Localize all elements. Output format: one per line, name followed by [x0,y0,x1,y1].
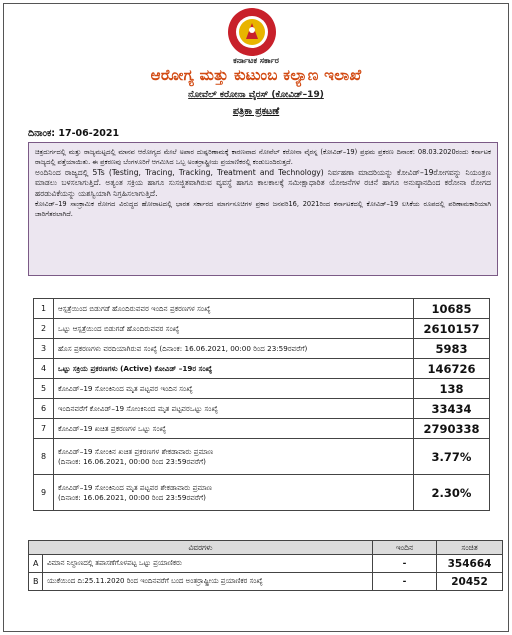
table-row [34,339,490,359]
row-today: - [373,555,437,573]
table-row [34,475,490,511]
table-row [29,573,503,591]
row-today: - [373,573,437,591]
row-number: 3 [34,339,54,359]
row-value: 33434 [414,399,490,419]
department-title: ಆರೋಗ್ಯ ಮತ್ತು ಕುಟುಂಬ ಕಲ್ಯಾಣ ಇಲಾಖೆ [150,66,362,84]
row-number: 9 [34,475,54,511]
row-value: 2790338 [414,419,490,439]
table-row [29,555,503,573]
intro-paragraph-3: ಕೋವಿಡ್–19 ಸಾಂಕ್ರಾಮಿಕ ರೋಗದ ವಿರುದ್ಧದ ಹೋರಾಟದಲ್ಲಿ ಭಾರತ ಸರ್ಕಾರದ ಮಾರ್ಗಸೂಚಿಗಳ ಪ್ರಕಾರ ಜನವರಿ16, 2021ರಿಂದ ಕರ್ನಾಟಕದಲ್ಲಿ ಕೋವಿಡ್–19 ಲಸಿಕೆಯ ರೂಪದಲ್ಲಿ ಪರಿಣಾಮಕಾರಿಯಾಗಿ ಜಾರಿಗೆತರಲಾಗಿದೆ. [35,200,491,219]
header-cumulative: ಸಂಚಿತ [437,541,503,555]
row-value: 5983 [414,339,490,359]
row-label: ವಿಮಾನ ನಿಲ್ದಾಣದಲ್ಲಿ ತಪಾಸಣೆಗೊಳಪಟ್ಟ ಒಟ್ಟು ಪ್ರಯಾಣಿಕರು [43,555,373,573]
row-label: ಒಟ್ಟು ಸಕ್ರಿಯ ಪ್ರಕರಣಗಳು (Active) ಕೋವಿಡ್ –19ರ ಸಂಖ್ಯೆ [54,359,414,379]
row-label: ಕೋವಿಡ್–19 ಖಚಿತ ಪ್ರಕರಣಗಳ ಒಟ್ಟು ಸಂಖ್ಯೆ [54,419,414,439]
row-total: 20452 [437,573,503,591]
row-key: A [29,555,43,573]
government-name: ಕರ್ನಾಟಕ ಸರ್ಕಾರ [233,56,279,65]
header-details: ವಿವರಗಳು [29,541,373,555]
row-label-main: ಕೋವಿಡ್–19 ಸೋಂಕಿನ ಖಚಿತ ಪ್ರಕರಣಗಳ ಶೇಕಡಾವಾರು ಪ್ರಮಾಣ [58,446,214,456]
row-number: 6 [34,399,54,419]
table-row [34,399,490,419]
row-value: 146726 [414,359,490,379]
row-number: 8 [34,439,54,475]
table-row [34,359,490,379]
row-value: 2610157 [414,319,490,339]
subtitle-text: ನೋವೆಲ್ ಕರೋನಾ ವೈರಸ್ (ಕೋವಿಡ್–19) [188,90,324,100]
row-label [54,475,414,511]
row-value: 138 [414,379,490,399]
row-label: ಇಂದಿನವರೆಗೆ ಕೋವಿಡ್–19 ಸೋಂಕಿನಿಂದ ಮೃತ ಪಟ್ಟವರಒಟ್ಟು ಸಂಖ್ಯೆ [54,399,414,419]
row-number: 1 [34,299,54,319]
row-value: 3.77% [414,439,490,475]
table-header-row [29,541,503,555]
press-release-heading [0,106,512,117]
row-key: B [29,573,43,591]
table-row [34,419,490,439]
karnataka-emblem [226,6,278,58]
table-row [34,379,490,399]
table-row [34,319,490,339]
intro-paragraph-2: ಅಂದಿನಿಂದ ರಾಜ್ಯದಲ್ಲಿ 5Ts (Testing, Tracing, Tracking, Treatment and Technology) ನಿರ್ವಹಣಾ ಮಾದರಿಯನ್ನು ಕೋವಿಡ್–19ರೋಗವನ್ನು ನಿಯಂತ್ರಣ ಮಾಡಲು ಬಳಸಲಾಗುತ್ತಿದೆ. ಅತ್ಯಂತ ಸಕ್ರಿಯ ಹಾಗೂ ಸುಸಜ್ಜಿತವಾಗಿರುವ ವ್ಯವಸ್ಥೆ ಹಾಗೂ ಕಾಲಕಾಲಕ್ಕೆ ಸಮೀಕ್ಷಾಧಾರಿತ ಯೋಜನೆಗಳ ರಚನೆ ಹಾಗೂ ಅನುಷ್ಠಾನದಿಂದ ಕರೋನಾ ರೋಗದ ಹರಡುವಿಕೆಯನ್ನು ಯಶಸ್ವಿಯಾಗಿ ನಿಗ್ರಹಿಸಲಾಗುತ್ತಿದೆ. [35,167,491,198]
row-total: 354664 [437,555,503,573]
row-value: 2.30% [414,475,490,511]
row-label: ಹೊಸ ಪ್ರಕರಣಗಳು ವರದಿಯಾಗಿರುವ ಸಂಖ್ಯೆ (ದಿನಾಂಕ: 16.06.2021, 00:00 ರಿಂದ 23:59ರವರೆಗೆ) [54,339,414,359]
disease-subtitle [0,90,512,100]
table-row [34,299,490,319]
row-label-date: (ದಿನಾಂಕ: 16.06.2021, 00:00 ರಿಂದ 23:59ರವರೆಗೆ) [58,492,206,502]
travellers-table [28,540,503,591]
row-number: 4 [34,359,54,379]
row-label: ಆಸ್ಪತ್ರೆಯಿಂದ ಬಿಡುಗಡೆ ಹೊಂದಿರುವವರ ಇಂದಿನ ಪ್ರಕರಣಗಳ ಸಂಖ್ಯೆ [54,299,414,319]
statistics-table [33,298,490,511]
intro-paragraph-1: ಚಿತ್ರದುರ್ಗದಲ್ಲಿ ಮತ್ತು ರಾಜ್ಯಮಟ್ಟದಲ್ಲಿ ಮಾನವ ಆರೋಗ್ಯದ ಮೇಲೆ ಅಪಾರ ದುಷ್ಪರಿಣಾಮಕ್ಕೆ ಕಾರಣವಾದ ನೋವೆಲ್ ಕರೋನಾ ವೈರಸ್ನ (ಕೋವಿಡ್–19) ಪ್ರಥಮ ಪ್ರಕರಣ ದಿನಾಂಕ: 08.03.2020ರಂದು ಕರ್ನಾಟಕ ರಾಜ್ಯದಲ್ಲಿ ಪತ್ತೆಯಾಯಿತು. ಈ ಪ್ರಕರಣವು ಬೆಂಗಳೂರಿಗೆ ಆಗಮಿಸಿದ ಒಬ್ಬ ಅಂತರ್ರಾಷ್ಟ್ರೀಯ ಪ್ರಯಾಣಿಕರಲ್ಲಿ ಕಂಡುಬಂದಿರುತ್ತದೆ. [35,148,491,167]
row-label: ಕೋವಿಡ್–19 ಸೋಂಕಿನಿಂದ ಮೃತ ಪಟ್ಟವರ ಇಂದಿನ ಸಂಖ್ಯೆ [54,379,414,399]
release-date: ದಿನಾಂಕ: 17-06-2021 [28,128,120,139]
row-label-main: ಕೋವಿಡ್–19 ಸೋಂಕಿನಿಂದ ಮೃತ ಪಟ್ಟವರ ಶೇಕಡಾವಾರು ಪ್ರಮಾಣ [58,482,213,492]
press-release-text: ಪತ್ರಿಕಾ ಪ್ರಕಟಣೆ [232,106,280,117]
row-label: ಒಟ್ಟು ಆಸ್ಪತ್ರೆಯಿಂದ ಬಿಡುಗಡೆ ಹೊಂದಿರುವವರ ಸಂಖ್ಯೆ [54,319,414,339]
row-label-date: (ದಿನಾಂಕ: 16.06.2021, 00:00 ರಿಂದ 23:59ರವರೆಗೆ) [58,456,206,466]
table-row [34,439,490,475]
row-number: 5 [34,379,54,399]
row-label: ಯುಕೆಯಿಂದ ದಿ:25.11.2020 ರಿಂದ ಇಂದಿನವರೆಗೆ ಬಂದ ಅಂತರ್ರಾಷ್ಟ್ರೀಯ ಪ್ರಯಾಣಿಕರ ಸಂಖ್ಯೆ [43,573,373,591]
row-number: 2 [34,319,54,339]
row-value: 10685 [414,299,490,319]
row-number: 7 [34,419,54,439]
row-label [54,439,414,475]
header-today: ಇಂದಿನ [373,541,437,555]
intro-box [28,142,498,276]
